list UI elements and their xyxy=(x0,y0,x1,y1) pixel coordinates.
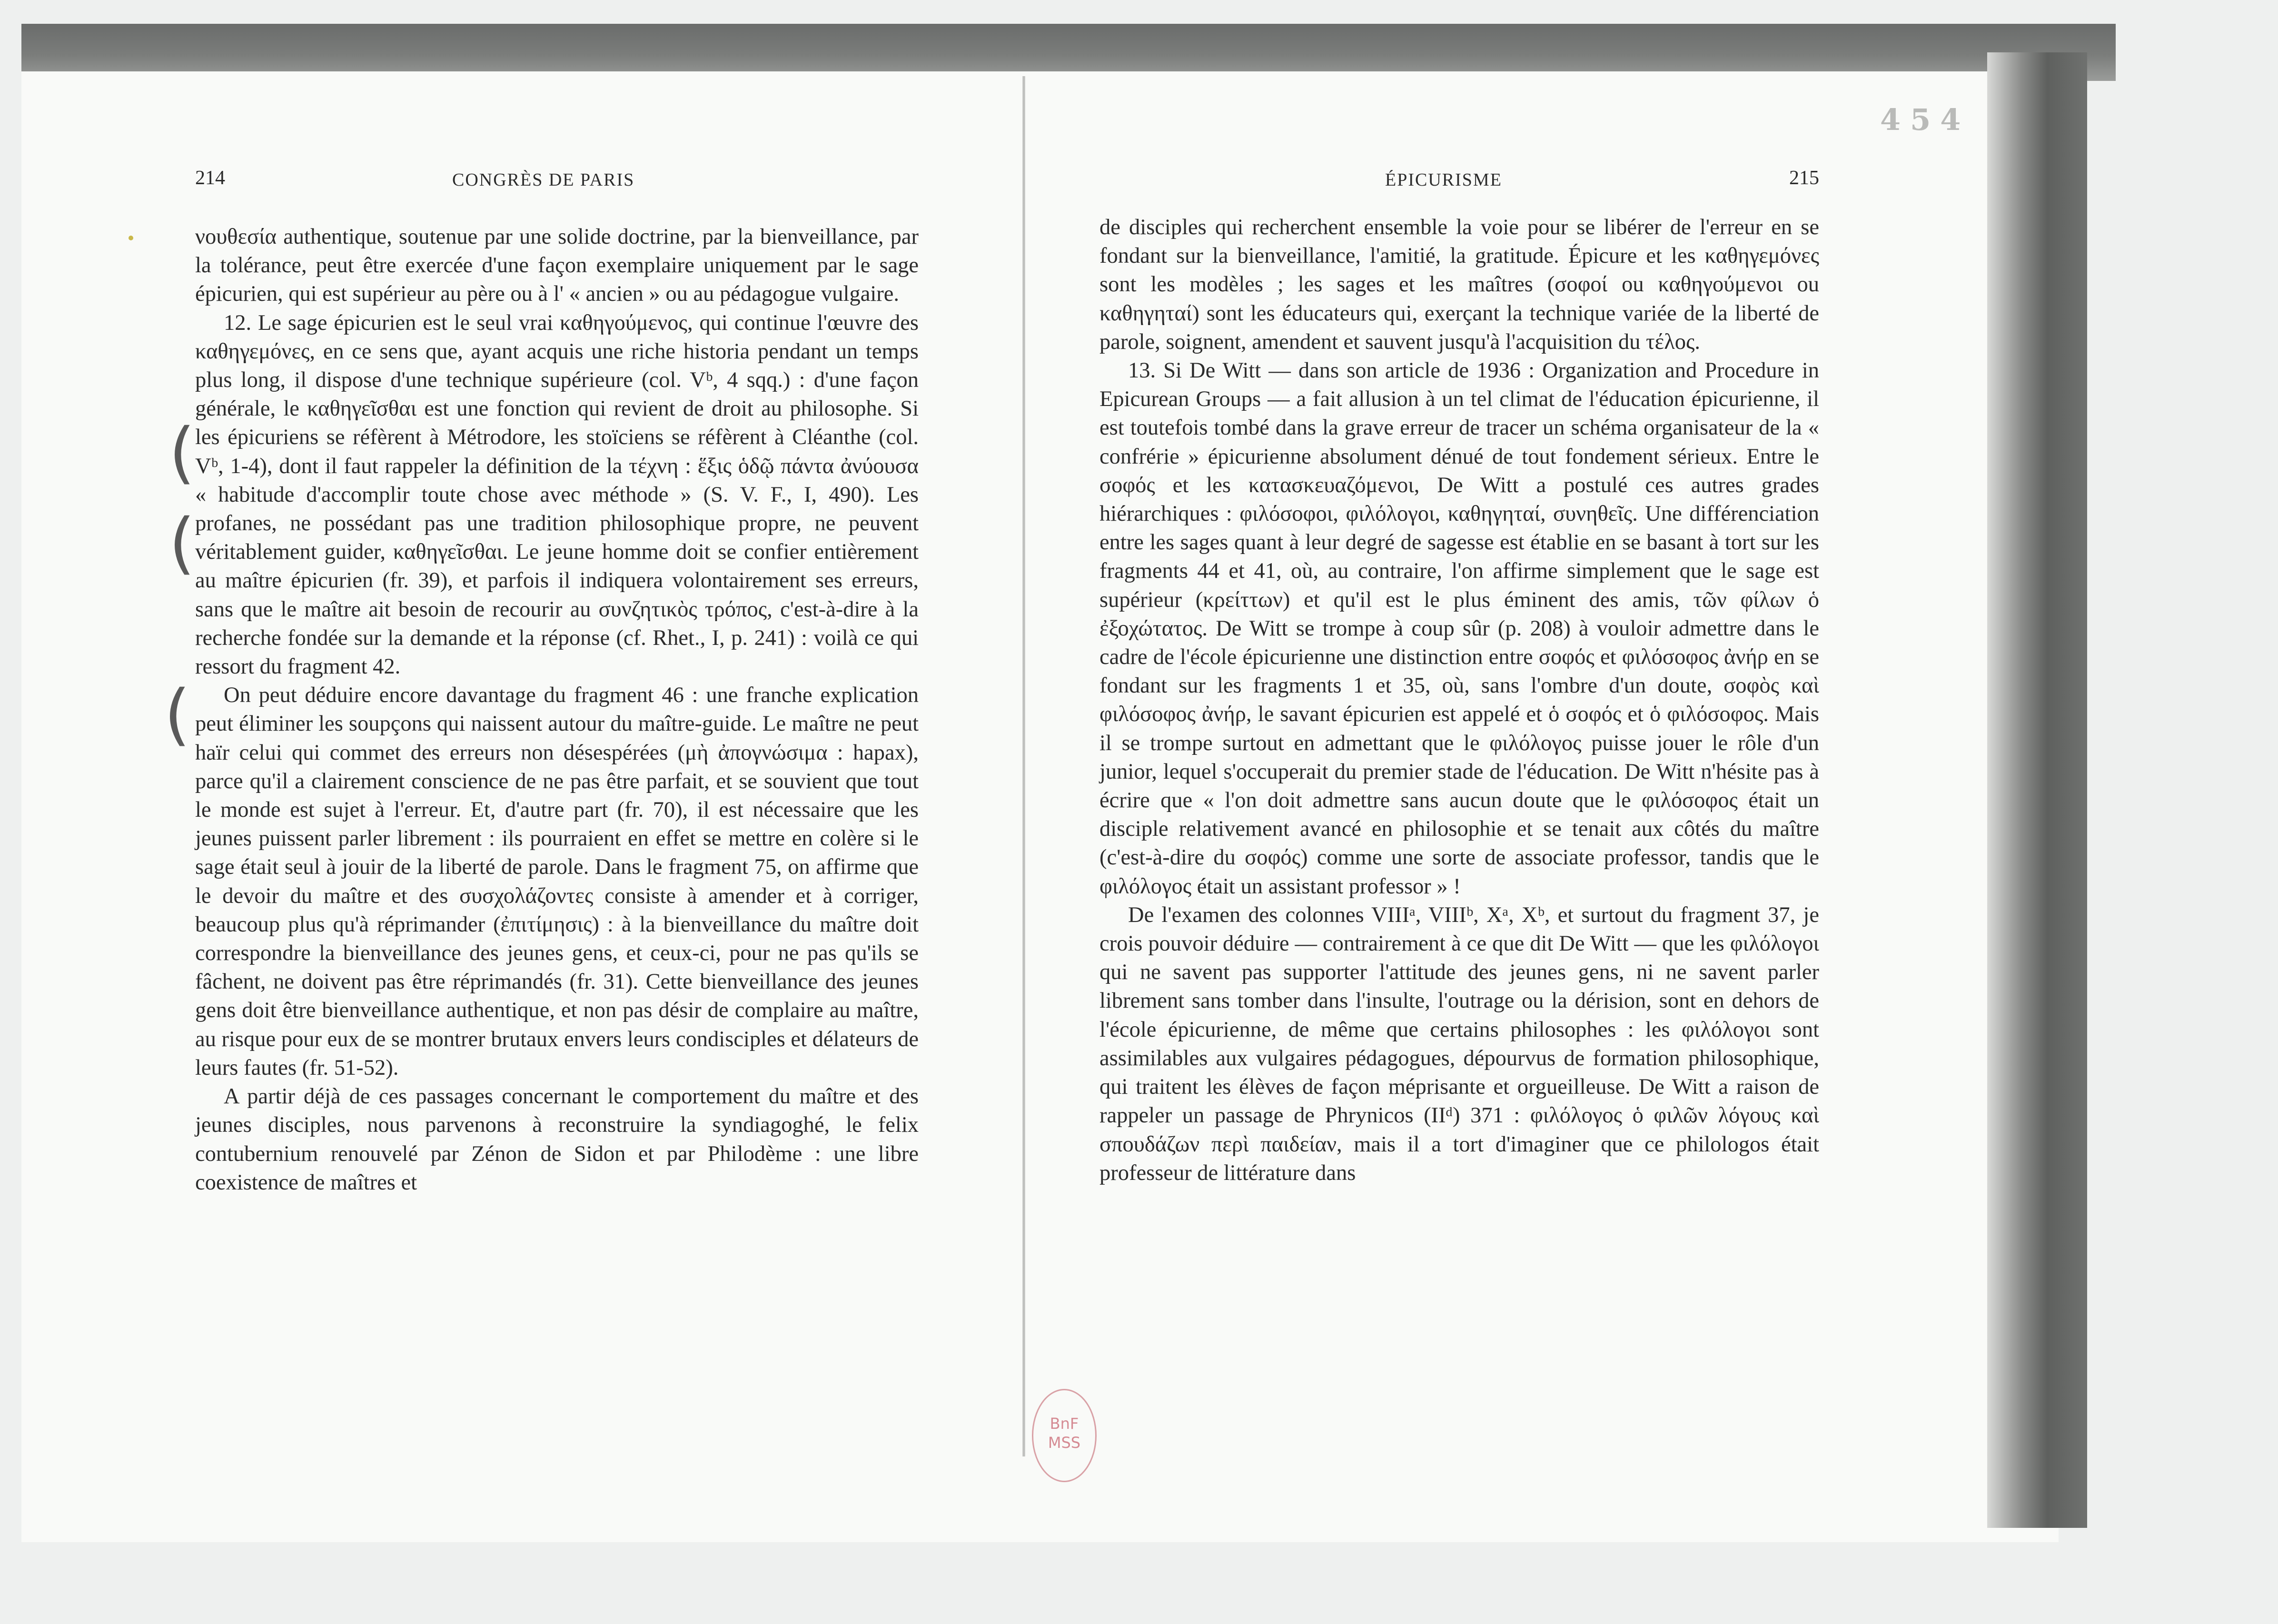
left-page-number: 214 xyxy=(195,167,225,189)
left-paragraph-2: 12. Le sage épicurien est le seul vrai καθηγούμενος, qui continue l'œuvre des καθηγεμόνες, en ce sens que, ayant acquis une riche historia pendant un temps plus long, il dispose d'une technique supérieure (col. Vᵇ, 4 sqq.) : d'une façon générale, le καθηγεῖσθαι est une fonction qui revient de droit au philosophe. Si les épicuriens se réfèrent à Métrodore, les stoïciens se réfèrent à Cléanthe (col. Vᵇ, 1-4), dont il faut rappeler la définition de la τέχνη : ἕξις ὁδῷ πάντα ἀνύουσα « habitude d'accomplir toute chose avec méthode » (S. V. F., I, 490). Les profanes, ne possédant pas une tradition philosophique propre, ne peuvent véritablement guider, καθηγεῖσθαι. Le jeune homme doit se confier entièrement au maître épicurien (fr. 39), et parfois il indiquera volontairement ses erreurs, sans que le maître ait besoin de recourir au συνζητικὸς τρόπος, c'est-à-dire à la recherche fondée sur la demande et la réponse (cf. Rhet., I, p. 241) : voilà ce qui ressort du fragment 42. xyxy=(195,310,919,679)
left-paragraph-3: On peut déduire encore davantage du fragment 46 : une franche explication peut éliminer les soupçons qui naissent autour du maître-guide. Le maître ne peut haïr celui qui commet des erreurs non désespérées (μὴ ἀπογνώσιμα : hapax), parce qu'il a clairement conscience de ne pas être parfait, et se souvient que tout le monde est sujet à l'erreur. Et, d'autre part (fr. 70), il est nécessaire que les jeunes puissent parler librement : ils pourraient en effet se mettre en colère si le sage était seul à jouir de la liberté de parole. Dans le fragment 75, on affirme que le devoir du maître et des συσχολάζοντες consiste à amender et à corriger, beaucoup plus qu'à réprimander (ἐπιτίμησις) : à la bienveillance du maître doit correspondre la bienveillance des jeunes gens, et ceux-ci, pour ne pas qu'ils se fâchent, ne doivent pas être réprimandés (fr. 31). Cette bienveillance des jeunes gens doit être bienveillance authentique, et non pas désir de complaire au maître, au risque pour eux de se montrer brutaux envers leurs condisciples et délateurs de leurs fautes (fr. 51-52). xyxy=(195,683,919,1080)
margin-bracket-mark: ( xyxy=(169,414,195,492)
left-page xyxy=(195,167,919,1197)
right-page-number: 215 xyxy=(1789,167,1819,189)
right-paragraph-2: 13. Si De Witt — dans son article de 1936 : Organization and Procedure in Epicurean Groups — a fait allusion à un tel climat de l'éducation épicurienne, il est toutefois tombé dans la grave erreur de tracer un schéma organisateur de la « confrérie » épicurienne absolument dénué de tout fondement sérieux. Entre le σοφός et les κατασκευαζόμενοι, De Witt a postulé ces autres grades hiérarchiques : φιλόσοφοι, φιλόλογοι, καθηγηταί, συνηθεῖς. Une différenciation entre les sages quant à leur degré de sagesse est établie en se basant à tort sur les fragments 44 et 41, où, au contraire, l'on affirme simplement que le sage est supérieur (κρείττων) et qu'il est le plus éminent des amis, τῶν φίλων ὁ ἐξοχώτατος. De Witt se trompe à coup sûr (p. 208) à vouloir admettre dans le cadre de l'école épicurienne une distinction entre σοφός et φιλόσοφος ἀνήρ en se fondant sur les fragments 1 et 35, où, sans l'ombre d'un doute, σοφὸς καὶ φιλόσοφος ἀνήρ, le savant épicurien est appelé et ὁ σοφός et ὁ φιλόσοφος. Mais il se trompe surtout en admettant que le φιλόλογος puisse jouer le rôle d'un junior, lequel s'occuperait du premier stade de l'éducation. De Witt n'hésite pas à écrire que « l'on doit admettre sans aucun doute que le φιλόσοφος était un disciple relativement avancé en philosophie et se tenait aux côtés du maître (c'est-à-dire du σοφός) comme une sorte de associate professor, tandis que le φιλόλογος était un assistant professor » ! xyxy=(1099,358,1819,899)
left-running-head xyxy=(195,167,919,200)
left-paragraph-4: A partir déjà de ces passages concernant le comportement du maître et des jeunes disciples, nous parvenons à reconstruire la syndiagoghé, le felix contubernium renouvelé par Zénon de Sidon et par Philodème : une libre coexistence de maîtres et xyxy=(195,1084,919,1195)
margin-bracket-mark: ( xyxy=(169,505,195,582)
right-edge-shadow xyxy=(1987,52,2087,1528)
archive-number: 454 xyxy=(1880,102,1971,137)
library-stamp xyxy=(1032,1389,1097,1482)
right-paragraph-1: de disciples qui recherchent ensemble la voie pour se libérer de l'erreur en se fondant sur la bienveillance, l'amitié, la gratitude. Épicure et les καθηγεμόνες sont les modèles ; les sages et les maîtres (σοφοί ou καθηγούμενοι ou καθηγηταί) sont les éducateurs qui, exerçant la technique variée de la liberté de parole, soignent, amendent et sauvent jusqu'à l'acquisition du τέλος. xyxy=(1099,215,1819,354)
left-running-title: CONGRÈS DE PARIS xyxy=(452,170,635,190)
left-paragraph-1: νουθεσία authentique, soutenue par une solide doctrine, par la bienveillance, par la tolérance, peut être exercée d'une façon exemplaire uniquement par le sage épicurien, qui est supérieur au père ou à l' « ancien » ou au pédagogue vulgaire. xyxy=(195,225,919,307)
stamp-line: MSS xyxy=(1048,1434,1081,1452)
left-page-body xyxy=(195,223,919,1197)
library-stamp-text xyxy=(1033,1414,1095,1452)
right-running-title: ÉPICURISME xyxy=(1385,170,1502,190)
right-page-body xyxy=(1099,213,1819,1188)
book-gutter xyxy=(1022,76,1025,1456)
right-page xyxy=(1099,167,1819,1188)
margin-bracket-mark: ( xyxy=(164,676,190,753)
right-running-head xyxy=(1099,167,1819,200)
stain-mark xyxy=(129,236,133,240)
stamp-line: BnF xyxy=(1050,1415,1079,1433)
right-paragraph-3: De l'examen des colonnes VIIIᵃ, VIIIᵇ, Xᵃ, Xᵇ, et surtout du fragment 37, je crois pouvoir déduire — contrairement à ce que dit De Witt — que les φιλόλογοι qui ne savent pas supporter l'attitude des jeunes gens, ni ne savent parler librement sans tomber dans l'insulte, l'outrage ou la dérision, sont en dehors de l'école épicurienne, de même que certains philosophes : les φιλόλογοι sont assimilables aux vulgaires pédagogues, dépourvus de formation philosophique, qui traitent les élèves de façon méprisante et orgueilleuse. De Witt a raison de rappeler un passage de Phrynicos (IIᵈ) 371 : φιλόλογος ὁ φιλῶν λόγους καὶ σπουδάζων περὶ παιδείαν, mais il a tort d'imaginer que ce philologos était professeur de littérature dans xyxy=(1099,902,1819,1185)
